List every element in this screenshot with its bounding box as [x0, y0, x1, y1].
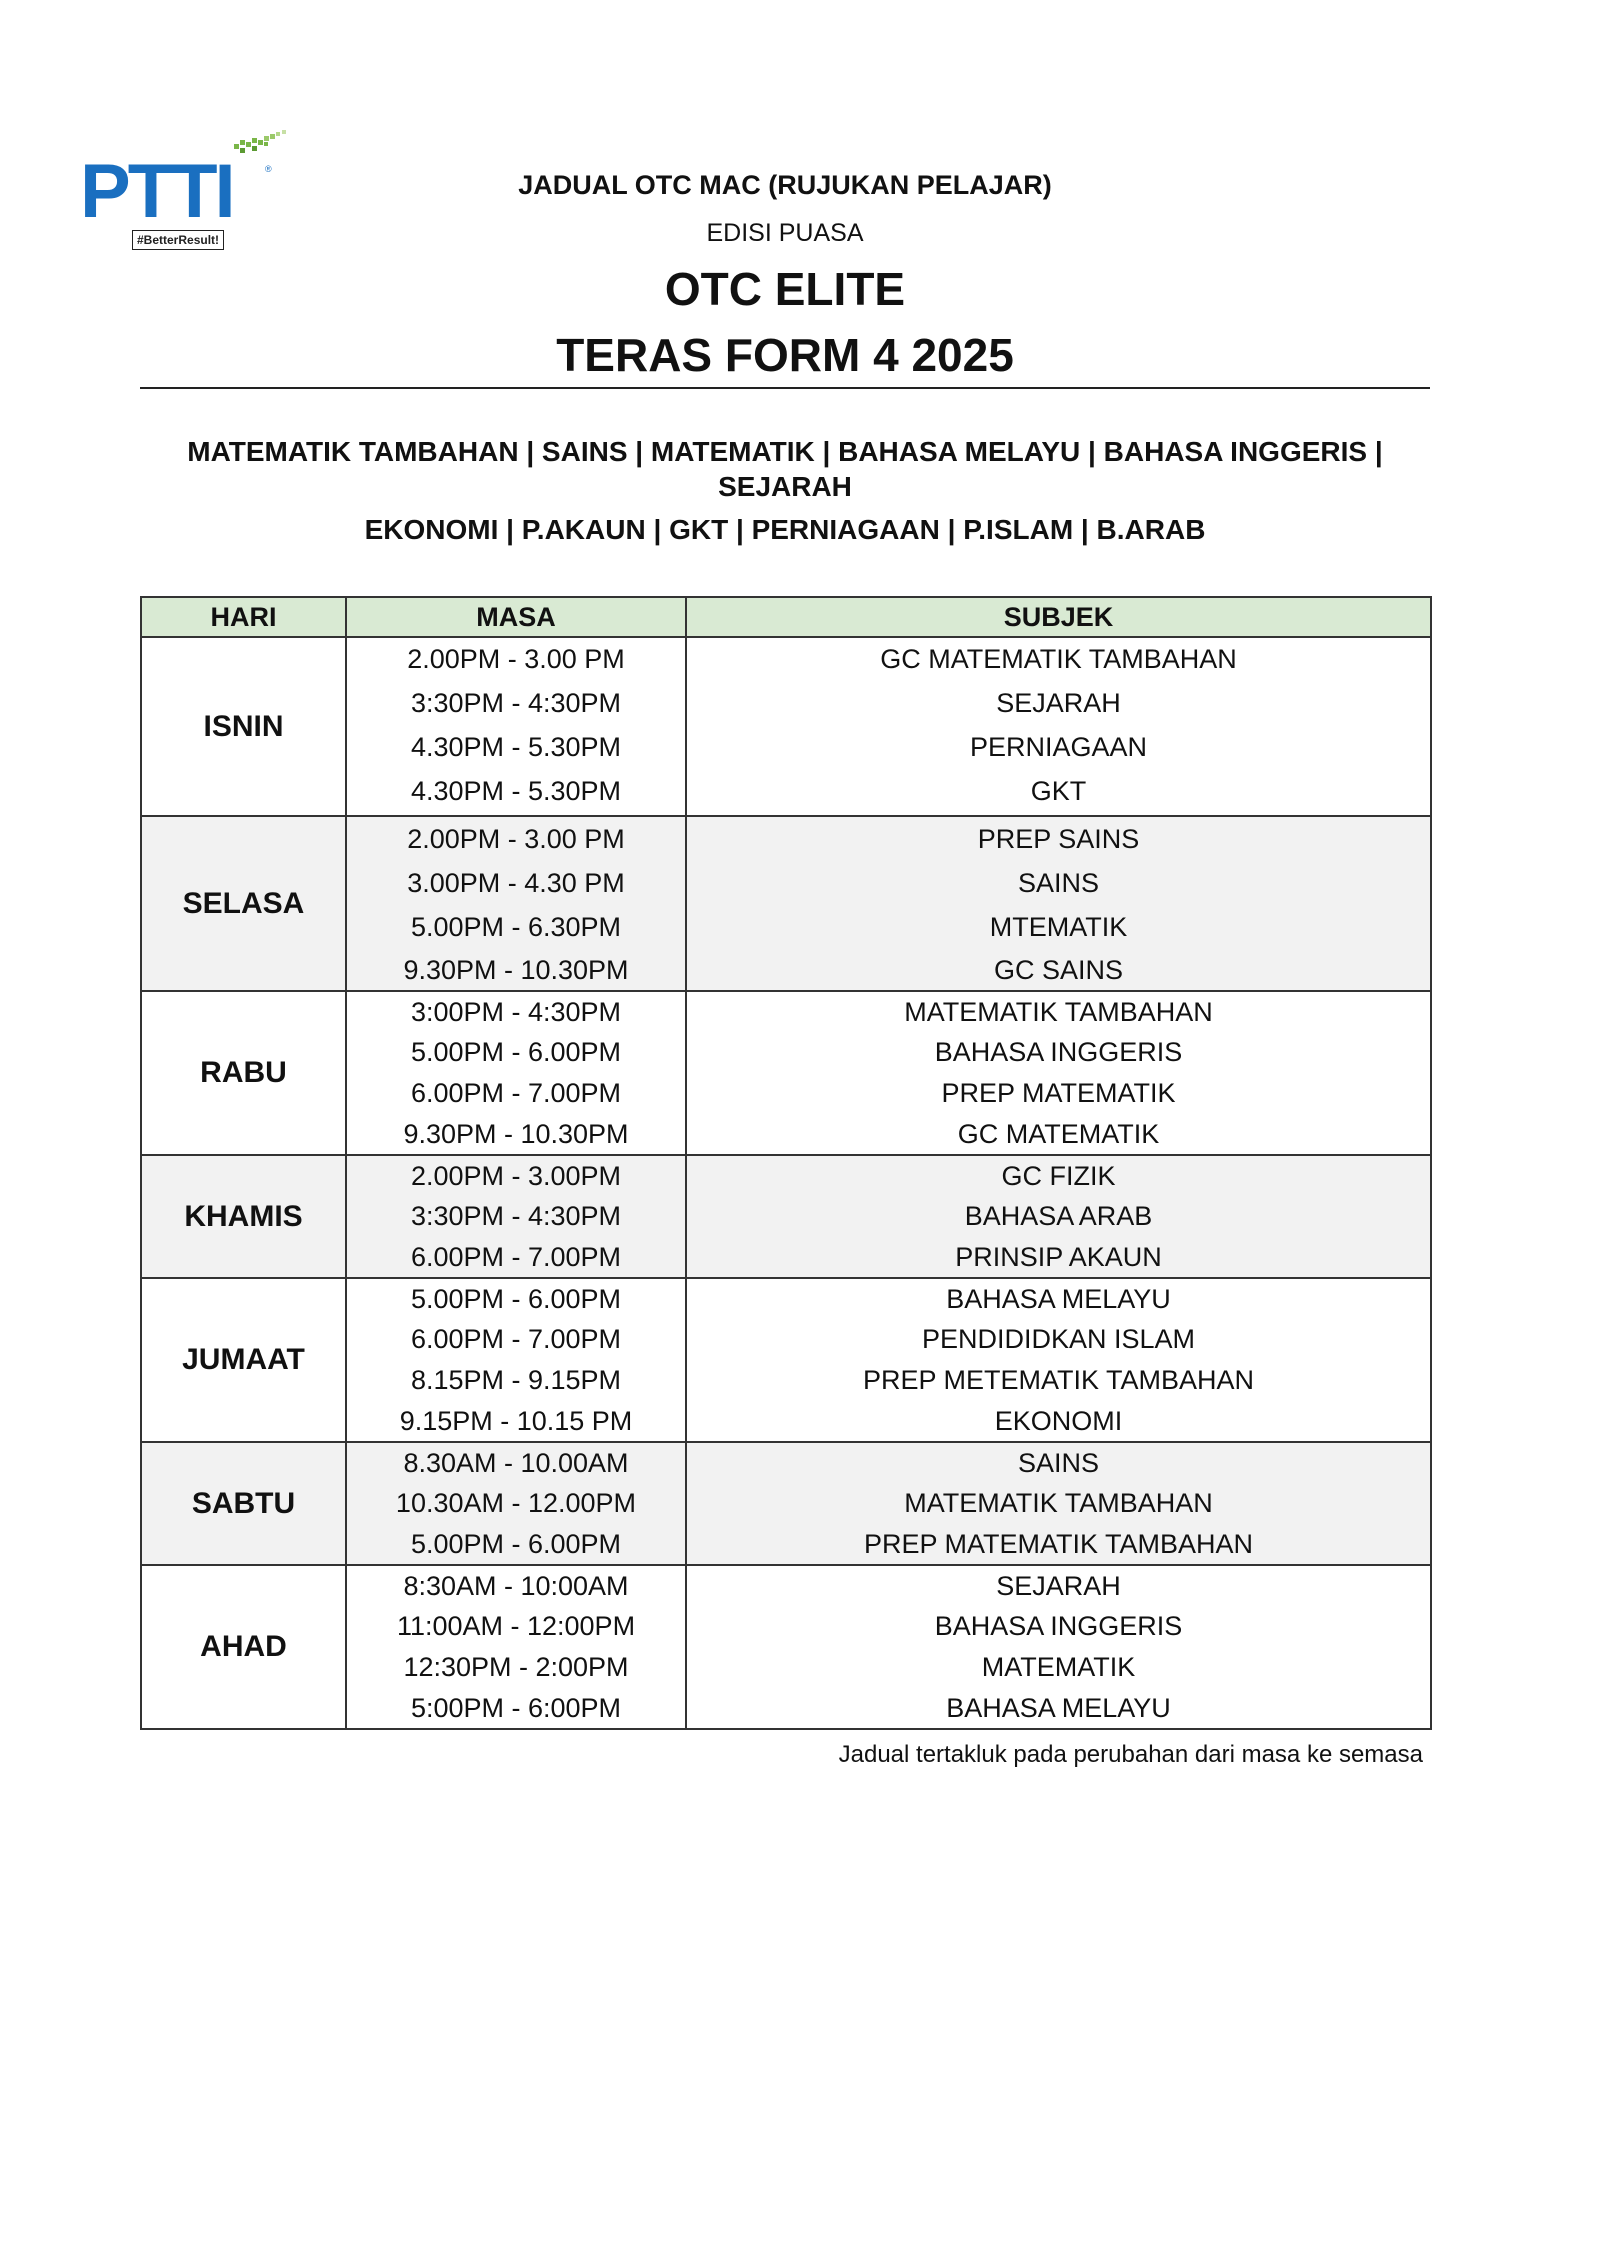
table-header-row [141, 597, 1431, 637]
time-cell: 8:30AM - 10:00AM [346, 1565, 686, 1606]
subject-cell: PREP MATEMATIK TAMBAHAN [686, 1524, 1431, 1565]
header-masa: MASA [346, 597, 686, 637]
subject-cell: EKONOMI [686, 1401, 1431, 1442]
subject-cell: BAHASA ARAB [686, 1196, 1431, 1237]
subject-cell: SAINS [686, 862, 1431, 904]
table-row [141, 1565, 1431, 1606]
time-cell: 3:30PM - 4:30PM [346, 1196, 686, 1237]
pixel-book-icon [230, 130, 290, 160]
subject-cell: GC FIZIK [686, 1155, 1431, 1196]
logo-tagline: #BetterResult! [132, 230, 224, 250]
table-row [141, 637, 1431, 681]
document-title: JADUAL OTC MAC (RUJUKAN PELAJAR) [518, 170, 1052, 200]
elective-subjects: EKONOMI | P.AKAUN | GKT | PERNIAGAAN | P.ISLAM | B.ARAB [364, 514, 1206, 545]
time-cell: 3:00PM - 4:30PM [346, 991, 686, 1032]
time-cell: 3.00PM - 4.30 PM [346, 862, 686, 904]
time-cell: 6.00PM - 7.00PM [346, 1073, 686, 1114]
subject-cell: MATEMATIK TAMBAHAN [686, 991, 1431, 1032]
time-cell: 2.00PM - 3.00 PM [346, 637, 686, 681]
table-row [141, 991, 1431, 1032]
time-cell: 8.15PM - 9.15PM [346, 1360, 686, 1401]
registered-mark: ® [265, 164, 272, 174]
time-cell: 3:30PM - 4:30PM [346, 681, 686, 726]
core-subjects: MATEMATIK TAMBAHAN | SAINS | MATEMATIK | BAHASA MELAYU | BAHASA INGGERIS | SEJARAH [187, 436, 1383, 502]
schedule-body [141, 637, 1431, 1729]
time-cell: 10.30AM - 12.00PM [346, 1483, 686, 1524]
edition-label: EDISI PUASA [706, 219, 864, 247]
subject-cell: BAHASA MELAYU [686, 1688, 1431, 1729]
header-subjek: SUBJEK [686, 597, 1431, 637]
subject-cell: PREP MATEMATIK [686, 1073, 1431, 1114]
table-row [141, 1442, 1431, 1483]
subject-cell: GC MATEMATIK TAMBAHAN [686, 637, 1431, 681]
time-cell: 5.00PM - 6.30PM [346, 904, 686, 950]
header-divider [140, 387, 1430, 389]
logo-wordmark: PTTI [80, 149, 233, 234]
subject-cell: GKT [686, 768, 1431, 816]
day-cell: SELASA [141, 816, 346, 991]
subject-cell: PREP SAINS [686, 816, 1431, 862]
subject-cell: SEJARAH [686, 1565, 1431, 1606]
time-cell: 4.30PM - 5.30PM [346, 726, 686, 768]
time-cell: 11:00AM - 12:00PM [346, 1606, 686, 1647]
level-title: TERAS FORM 4 2025 [556, 329, 1014, 381]
day-cell: JUMAAT [141, 1278, 346, 1442]
program-title: OTC ELITE [664, 263, 906, 315]
subject-cell: PRINSIP AKAUN [686, 1237, 1431, 1278]
time-cell: 12:30PM - 2:00PM [346, 1647, 686, 1688]
header-hari: HARI [141, 597, 346, 637]
subject-cell: BAHASA INGGERIS [686, 1606, 1431, 1647]
day-cell: SABTU [141, 1442, 346, 1565]
subject-cell: MATEMATIK [686, 1647, 1431, 1688]
subject-cell: PERNIAGAAN [686, 726, 1431, 768]
time-cell: 5.00PM - 6.00PM [346, 1032, 686, 1073]
subject-cell: SAINS [686, 1442, 1431, 1483]
time-cell: 5.00PM - 6.00PM [346, 1524, 686, 1565]
time-cell: 8.30AM - 10.00AM [346, 1442, 686, 1483]
subject-cell: MATEMATIK TAMBAHAN [686, 1483, 1431, 1524]
time-cell: 9.15PM - 10.15 PM [346, 1401, 686, 1442]
subject-cell: GC SAINS [686, 950, 1431, 991]
subject-cell: PENDIDIDKAN ISLAM [686, 1319, 1431, 1360]
time-cell: 6.00PM - 7.00PM [346, 1237, 686, 1278]
day-cell: KHAMIS [141, 1155, 346, 1278]
day-cell: RABU [141, 991, 346, 1155]
time-cell: 2.00PM - 3.00PM [346, 1155, 686, 1196]
subject-cell: BAHASA MELAYU [686, 1278, 1431, 1319]
time-cell: 5.00PM - 6.00PM [346, 1278, 686, 1319]
time-cell: 9.30PM - 10.30PM [346, 1114, 686, 1155]
subject-cell: MTEMATIK [686, 904, 1431, 950]
time-cell: 9.30PM - 10.30PM [346, 950, 686, 991]
footnote: Jadual tertakluk pada perubahan dari masa ke semasa [838, 1741, 1423, 1768]
time-cell: 2.00PM - 3.00 PM [346, 816, 686, 862]
subject-cell: GC MATEMATIK [686, 1114, 1431, 1155]
table-row [141, 1278, 1431, 1319]
day-cell: AHAD [141, 1565, 346, 1729]
time-cell: 4.30PM - 5.30PM [346, 768, 686, 816]
schedule-table [140, 596, 1432, 1730]
table-row [141, 1155, 1431, 1196]
table-row [141, 816, 1431, 862]
subject-cell: PREP METEMATIK TAMBAHAN [686, 1360, 1431, 1401]
time-cell: 5:00PM - 6:00PM [346, 1688, 686, 1729]
subject-cell: SEJARAH [686, 681, 1431, 726]
day-cell: ISNIN [141, 637, 346, 816]
time-cell: 6.00PM - 7.00PM [346, 1319, 686, 1360]
subject-cell: BAHASA INGGERIS [686, 1032, 1431, 1073]
